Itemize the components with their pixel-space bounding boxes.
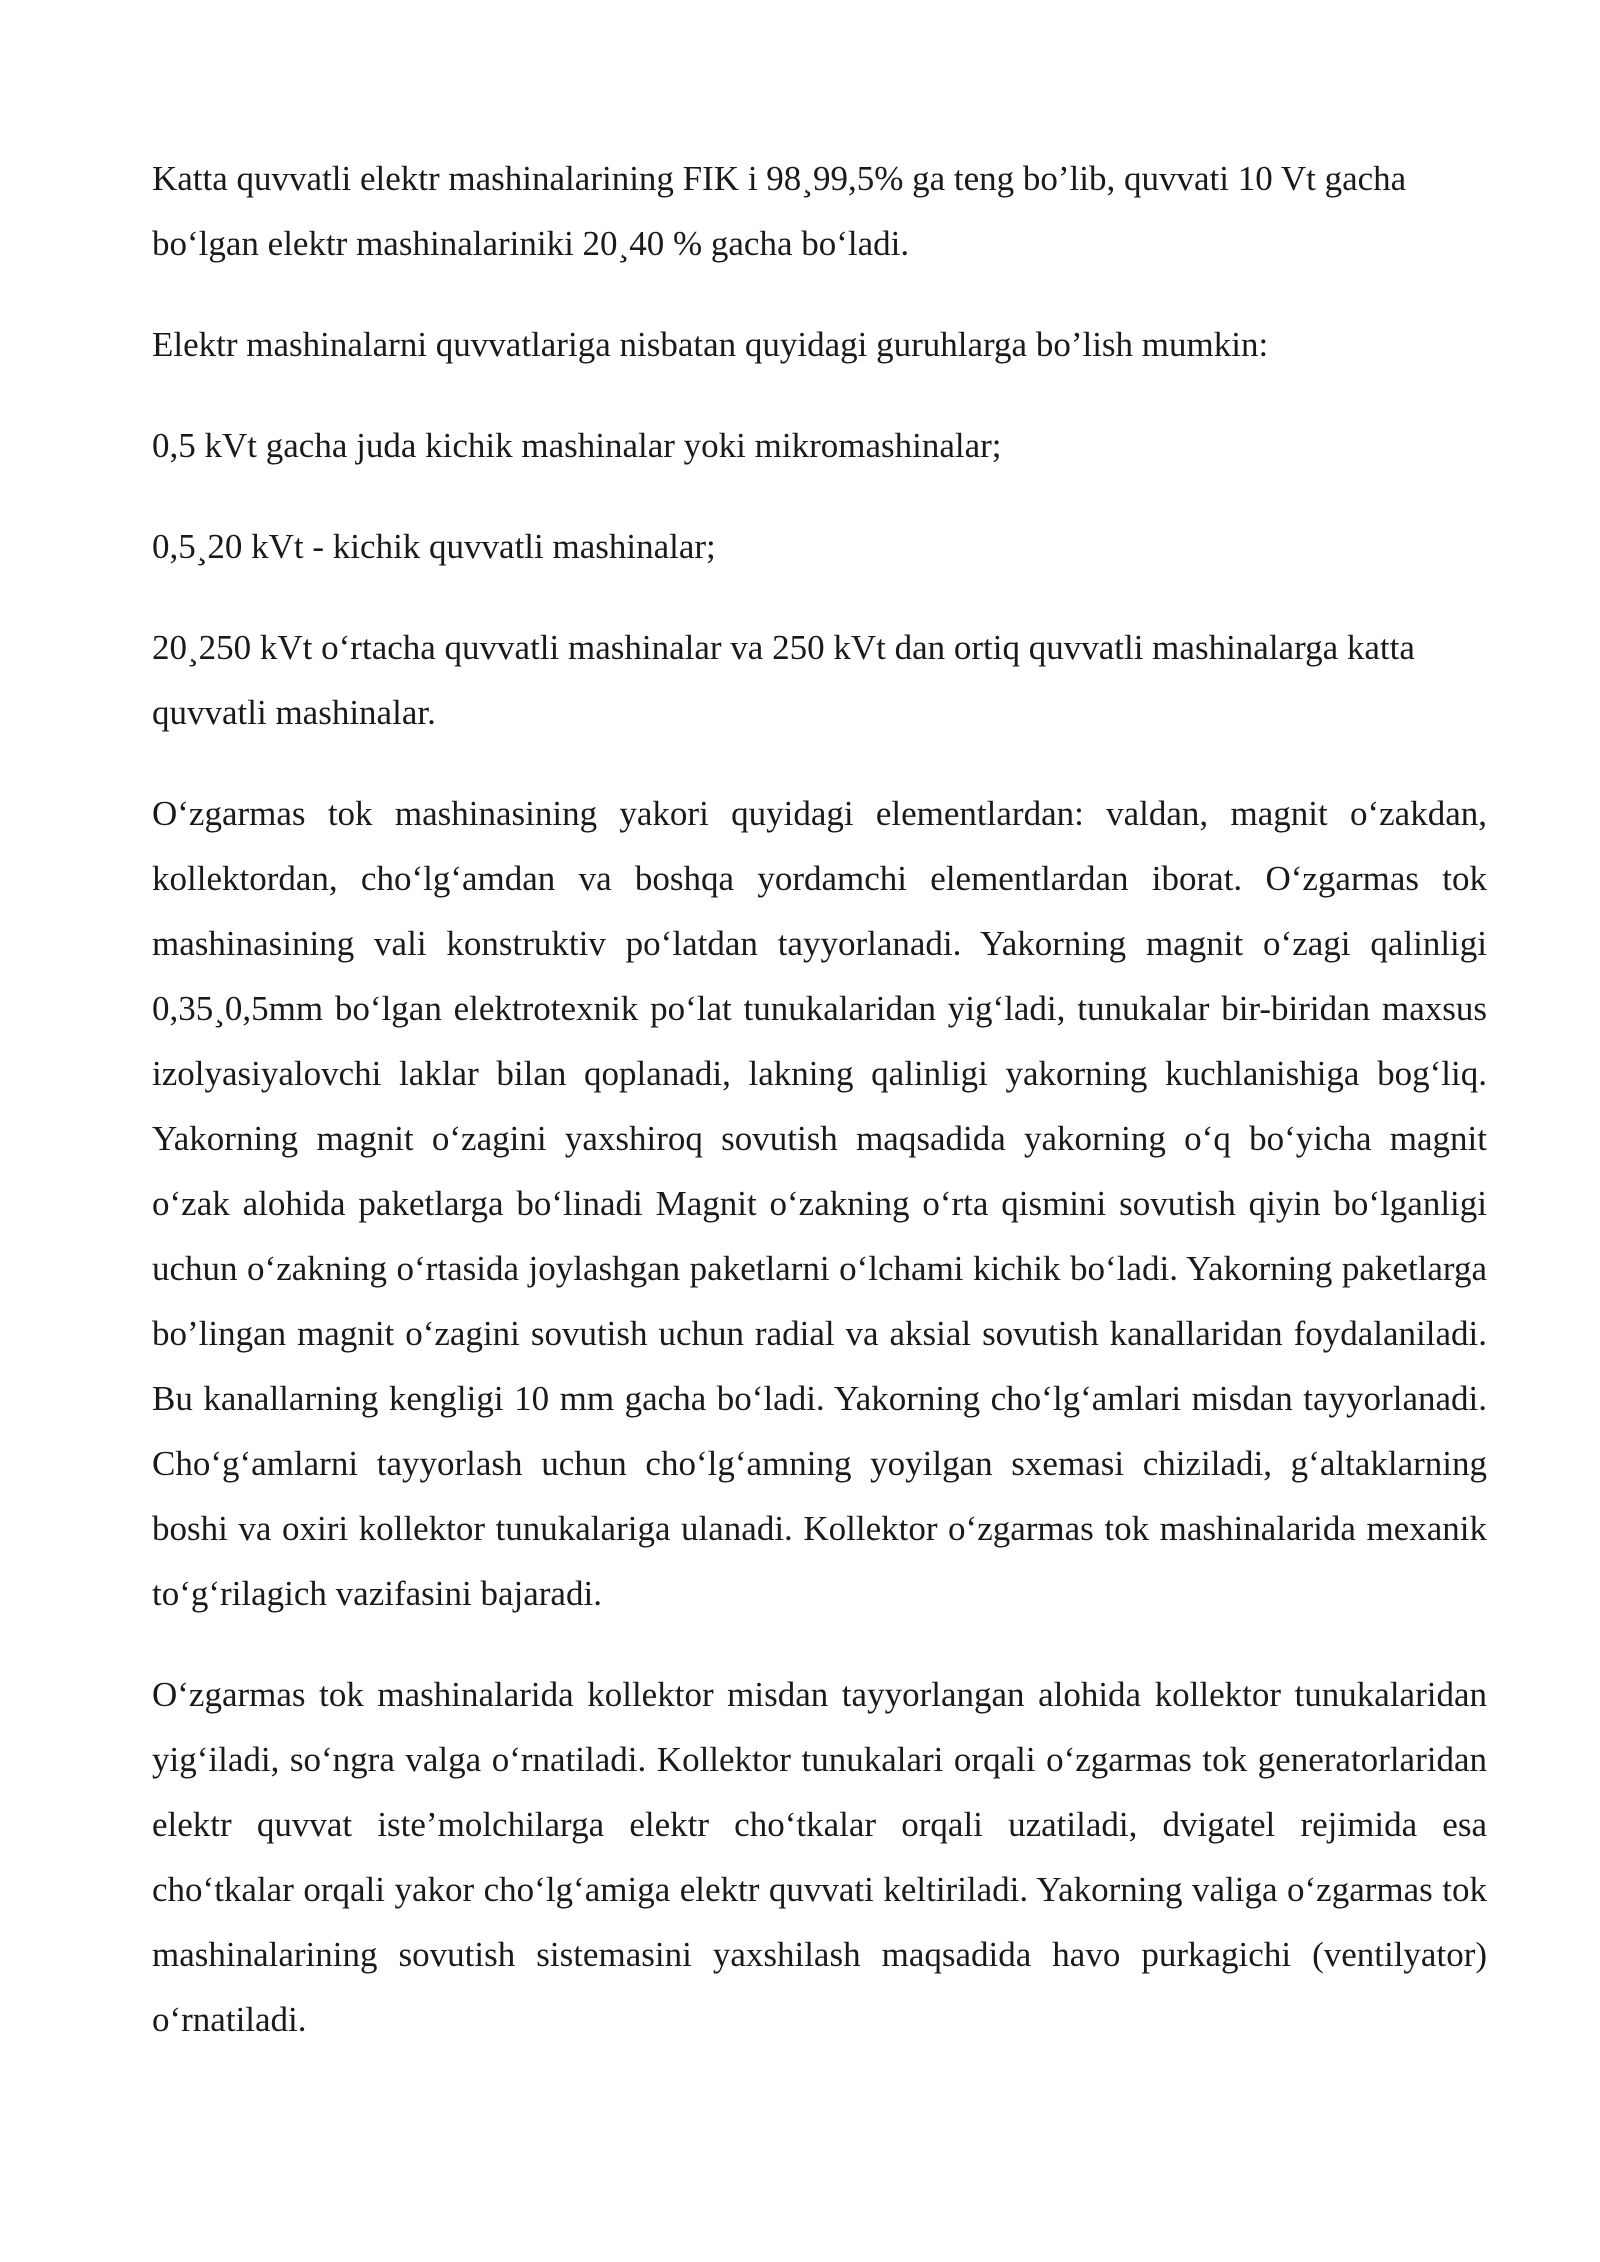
- paragraph-small-machines: 0,5¸20 kVt - kichik quvvatli mashinalar;: [152, 527, 716, 566]
- paragraph-collector: O‘zgarmas tok mashinalarida kollektor misdan tayyorlangan alohida kollektor tunukalaridan yig‘iladi, so‘ngra valga o‘rnatiladi. Kollektor tunukalari orqali o‘zgarmas tok generatorlaridan elektr quvvat iste’molchilarga elektr cho‘tkalar orqali uzatiladi, dvigatel rejimida esa cho‘tkalar orqali yakor cho‘lg‘amiga elektr quvvati keltiriladi. Yakorning valiga o‘zgarmas tok mashinalarining sovutish sistemasini yaxshilash maqsadida havo purkagichi (ventilyator) o‘rnatiladi.: [152, 1675, 1487, 2039]
- paragraph-medium-large-machines: 20¸250 kVt o‘rtacha quvvatli mashinalar va 250 kVt dan ortiq quvvatli mashinalarga katta quvvatli mashinalar.: [152, 628, 1415, 732]
- paragraph-armature-elements: O‘zgarmas tok mashinasining yakori quyidagi elementlardan: valdan, magnit o‘zakdan, kollektordan, cho‘lg‘amdan va boshqa yordamchi elementlardan iborat. O‘zgarmas tok mashinasining vali konstruktiv po‘latdan tayyorlanadi. Yakorning magnit o‘zagi qalinligi 0,35¸0,5mm bo‘lgan elektrotexnik po‘lat tunukalaridan yig‘ladi, tunukalar bir-biridan maxsus izolyasiyalovchi laklar bilan qoplanadi, lakning qalinligi yakorning kuchlanishiga bog‘liq. Yakorning magnit o‘zagini yaxshiroq sovutish maqsadida yakorning o‘q bo‘yicha magnit o‘zak alohida paketlarga bo‘linadi Magnit o‘zakning o‘rta qismini sovutish qiyin bo‘lganligi uchun o‘zakning o‘rtasida joylashgan paketlarni o‘lchami kichik bo‘ladi. Yakorning paketlarga bo’lingan magnit o‘zagini sovutish uchun radial va aksial sovutish kanallaridan foydalaniladi. Bu kanallarning kengligi 10 mm gacha bo‘ladi. Yakorning cho‘lg‘amlari misdan tayyorlanadi. Cho‘g‘amlarni tayyorlash uchun cho‘lg‘amning yoyilgan sxemasi chiziladi, g‘altaklarning boshi va oxiri kollektor tunukalariga ulanadi. Kollektor o‘zgarmas tok mashinalarida mexanik to‘g‘rilagich vazifasini bajaradi.: [152, 794, 1487, 1613]
- paragraph-power-groups-intro: Elektr mashinalarni quvvatlariga nisbatan quyidagi guruhlarga bo’lish mumkin:: [152, 325, 1269, 364]
- paragraph-efficiency: Katta quvvatli elektr mashinalarining FIK i 98¸99,5% ga teng bo’lib, quvvati 10 Vt gacha bo‘lgan elektr mashinalariniki 20¸40 % gacha bo‘ladi.: [152, 159, 1407, 263]
- paragraph-micro-machines: 0,5 kVt gacha juda kichik mashinalar yoki mikromashinalar;: [152, 426, 1002, 465]
- document-page: [152, 146, 1487, 2088]
